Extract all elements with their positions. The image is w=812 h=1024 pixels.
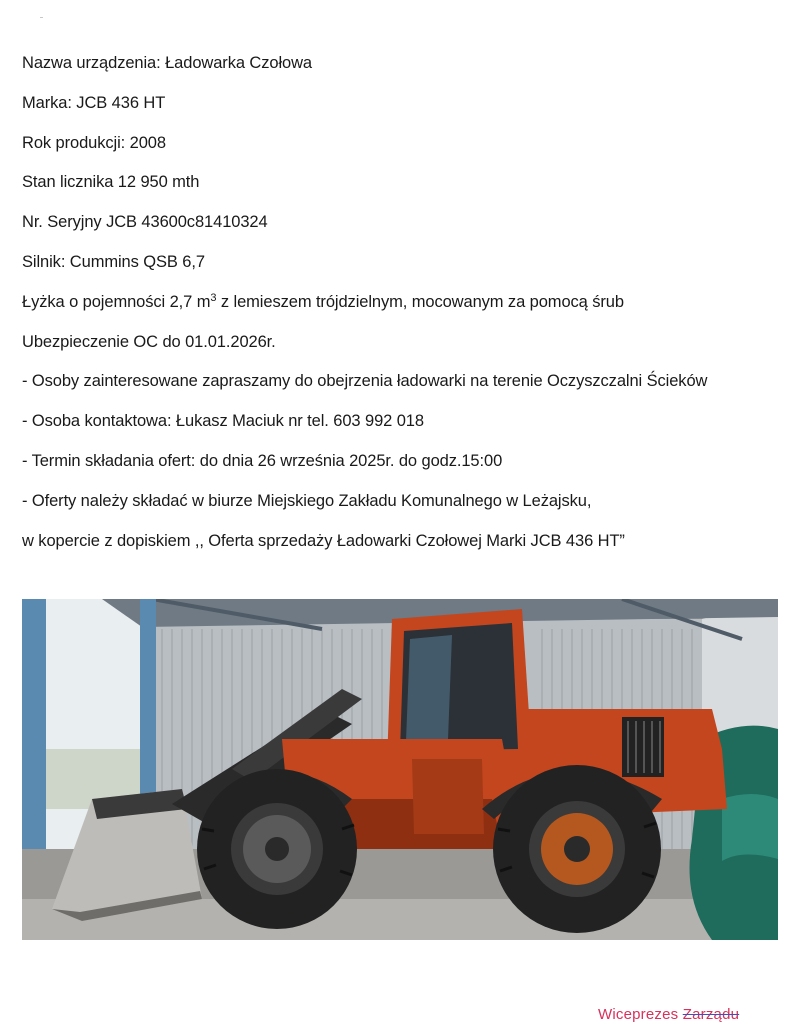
- bucket-capacity-rest: z lemieszem trójdzielnym, mocowanym za pomocą śrub: [216, 292, 624, 311]
- line-bucket-capacity: [22, 283, 802, 323]
- line-envelope-note: w kopercie z dopiskiem ,, Oferta sprzedaży Ładowarki Czołowej Marki JCB 436 HT”: [22, 531, 625, 550]
- signature-stamp: [598, 1006, 739, 1023]
- line-offer-location: - Oferty należy składać w biurze Miejskiego Zakładu Komunalnego w Leżajsku,: [22, 491, 592, 510]
- line-production-year: Rok produkcji: 2008: [22, 133, 166, 152]
- wheel-loader-photo: [22, 599, 778, 940]
- line-meter-reading: Stan licznika 12 950 mth: [22, 173, 200, 192]
- line-offer-deadline: - Termin składania ofert: do dnia 26 września 2025r. do godz.15:00: [22, 451, 503, 470]
- steps: [412, 759, 484, 834]
- cab-glass-reflection: [406, 635, 452, 741]
- line-serial-number: Nr. Seryjny JCB 43600c81410324: [22, 213, 268, 232]
- tarp-highlight: [722, 794, 778, 861]
- line-insurance: Ubezpieczenie OC do 01.01.2026r.: [22, 332, 276, 351]
- bucket-capacity-text: Łyżka o pojemności 2,7 m: [22, 292, 211, 311]
- line-contact-person: - Osoba kontaktowa: Łukasz Maciuk nr tel. 603 992 018: [22, 412, 424, 431]
- scan-artifact: [40, 17, 43, 18]
- line-brand: Marka: JCB 436 HT: [22, 93, 166, 112]
- wheel-loader-illustration: [22, 599, 778, 940]
- line-engine: Silnik: Cummins QSB 6,7: [22, 252, 205, 271]
- rear-hub: [564, 836, 590, 862]
- line-viewing-invitation: - Osoby zainteresowane zapraszamy do obejrzenia ładowarki na terenie Oczyszczalni Ścieków: [22, 372, 708, 391]
- line-device-name: Nazwa urządzenia: Ładowarka Czołowa: [22, 54, 312, 72]
- signature-struck-word: Zarządu: [682, 1006, 740, 1023]
- cubic-superscript: 3: [210, 291, 217, 304]
- signature-title: Wiceprezes: [598, 1006, 683, 1023]
- front-hub: [265, 837, 289, 861]
- listing-details: [22, 44, 802, 561]
- shed-column-left: [22, 599, 46, 864]
